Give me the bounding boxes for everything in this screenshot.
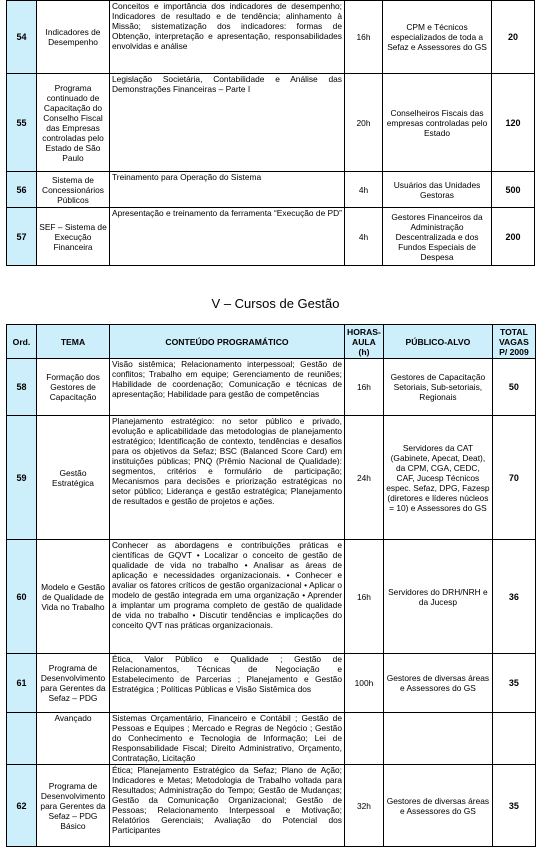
row-conteudo: Conhecer as abordagens e contribuições práticas e científicas de GQVT • Localizar o conceito de gestão de qualidade de vida no trabalho • Analisar as áreas de aplicação e necessidades organizacionais. • Conhecer e avaliar os fatores críticos de gestão organizacional • Aplicar o modelo de gestão integrada em uma organização • Aprender a implantar um programa completo de gestão de qualidade de vida no trabalho • Discutir tendências e implicações do conceito QVT nas práticas organizacionais. — [110, 540, 345, 654]
row-publico: Usuários das Unidades Gestoras — [383, 172, 492, 208]
row-vagas: 35 — [492, 654, 535, 713]
row-publico: Gestores de Capacitação Setoriais, Sub-setoriais, Regionais — [383, 359, 492, 416]
row-tema: Gestão Estratégica — [37, 416, 110, 540]
row-vagas — [492, 713, 535, 765]
row-horas — [345, 713, 384, 765]
row-publico: Gestores Financeiros da Administração Descentralizada e dos Fundos Especiais de Despesa — [383, 208, 492, 266]
row-tema: Avançado — [37, 713, 110, 765]
row-conteudo: Visão sistêmica; Relacionamento interpessoal; Gestão de conflitos; Trabalho em equipe; Gerenciamento de reuniões; Habilidade de coordenação; Comunicação e técnicas de apresentação; Habilidade para gestão de competências — [110, 359, 345, 416]
table-row — [7, 765, 536, 847]
table-row — [7, 540, 536, 654]
row-publico — [383, 713, 492, 765]
row-tema: SEF – Sistema de Execução Financeira — [37, 208, 110, 266]
row-conteudo: Apresentação e treinamento da ferramenta “Execução de PD” — [110, 208, 345, 266]
row-publico: Gestores de diversas áreas e Assessores do GS — [383, 654, 492, 713]
row-horas: 16h — [345, 359, 384, 416]
table-row — [7, 208, 535, 266]
row-tema: Modelo e Gestão de Qualidade de Vida no Trabalho — [37, 540, 110, 654]
row-vagas: 20 — [492, 1, 535, 74]
row-vagas: 50 — [492, 359, 535, 416]
table-management-courses — [6, 324, 536, 847]
table-header-row — [7, 325, 536, 359]
row-conteudo: Legislação Societária, Contabilidade e Análise das Demonstrações Financeiras – Parte I — [110, 74, 345, 172]
row-horas: 4h — [345, 208, 383, 266]
row-conteudo: Conceitos e importância dos indicadores de desempenho; Indicadores de resultado e de tendência; alinhamento à Missão; sistematização dos indicadores: formas de Obtenção, interpretação e apresentação, responsabilidades envolvidas e análise — [110, 1, 345, 74]
row-horas: 4h — [345, 172, 383, 208]
row-publico: Gestores de diversas áreas e Assessores do GS — [383, 765, 492, 847]
row-vagas: 120 — [492, 74, 535, 172]
row-horas: 16h — [345, 540, 384, 654]
row-ord: 55 — [7, 74, 37, 172]
row-ord: 54 — [7, 1, 37, 74]
header-vagas: TOTAL VAGAS P/ 2009 — [492, 325, 535, 359]
row-horas: 32h — [345, 765, 384, 847]
row-ord: 58 — [7, 359, 37, 416]
row-ord: 61 — [7, 654, 37, 713]
row-conteudo: Treinamento para Operação do Sistema — [110, 172, 345, 208]
row-horas: 16h — [345, 1, 383, 74]
row-ord — [7, 713, 37, 765]
row-publico: CPM e Técnicos especializados de toda a Sefaz e Assessores do GS — [383, 1, 492, 74]
row-tema: Formação dos Gestores de Capacitação — [37, 359, 110, 416]
row-ord: 57 — [7, 208, 37, 266]
table-training-upper — [6, 0, 535, 266]
header-ord: Ord. — [7, 325, 37, 359]
row-tema: Programa de Desenvolvimento para Gerentes da Sefaz – PDG — [37, 654, 110, 713]
table-row — [7, 74, 535, 172]
row-vagas: 500 — [492, 172, 535, 208]
row-horas: 24h — [345, 416, 384, 540]
row-vagas: 200 — [492, 208, 535, 266]
row-publico: Conselheiros Fiscais das empresas controladas pelo Estado — [383, 74, 492, 172]
table-row — [7, 359, 536, 416]
row-tema: Programa continuado de Capacitação do Conselho Fiscal das Empresas controladas pelo Estado de São Paulo — [37, 74, 110, 172]
table-row — [7, 713, 536, 765]
row-tema: Programa de Desenvolvimento para Gerentes da Sefaz – PDG Básico — [37, 765, 110, 847]
table-row — [7, 654, 536, 713]
header-horas: HORAS-AULA (h) — [345, 325, 384, 359]
row-conteudo: Planejamento estratégico: no setor público e privado, evolução e aplicabilidade das metodologias de planejamento estratégico; Identificação de contexto, tendências e desafios para os objetivos da Sefaz; BSC (Balanced Score Card) em instituições públicas; PNQ (Prêmio Nacional de Qualidade): segmentos, critérios e formulário de participação; Mecanismos para decisões e priorização estratégicas no setor público; Liderança e gestão estratégica; Planejamento de resultados e gestão de projetos e ações. — [110, 416, 345, 540]
row-conteudo: Sistemas Orçamentário, Financeiro e Contábil ; Gestão de Pessoas e Equipes ; Mercado e Regras de Negócio ; Gestão do Conhecimento e Tecnologia de Informação; Lei de Responsabilidade Fiscal; Direito Administrativo, Orçamento, Contratação, Licitação — [110, 713, 345, 765]
row-ord: 60 — [7, 540, 37, 654]
section-title: V – Cursos de Gestão — [211, 296, 340, 311]
table-row — [7, 416, 536, 540]
row-horas: 20h — [345, 74, 383, 172]
row-conteudo: Ética, Valor Público e Qualidade ; Gestão de Relacionamentos, Técnicas de Negociação e Estabelecimento de Parcerias ; Planejamento e Gestão Estratégica ; Políticas Públicas e Visão Sistêmica dos — [110, 654, 345, 713]
row-conteudo: Ética; Planejamento Estratégico da Sefaz; Plano de Ação; Indicadores e Metas; Metodologia de Trabalho voltada para Resultados; Administração do Tempo; Gestão de Mudanças; Gestão da Comunicação Organizacional; Gestão de Pessoas; Relacionamento Interpessoal e Motivação; Relatórios Gerenciais; Avaliação do Potencial dos Participantes — [110, 765, 345, 847]
row-vagas: 70 — [492, 416, 535, 540]
row-ord: 62 — [7, 765, 37, 847]
row-tema: Indicadores de Desempenho — [37, 1, 110, 74]
header-conteudo: CONTEÚDO PROGRAMÁTICO — [110, 325, 345, 359]
row-ord: 59 — [7, 416, 37, 540]
table-row — [7, 172, 535, 208]
row-ord: 56 — [7, 172, 37, 208]
row-horas: 100h — [345, 654, 384, 713]
row-publico: Servidores do DRH/NRH e da Jucesp — [383, 540, 492, 654]
header-publico: PÚBLICO-ALVO — [383, 325, 492, 359]
row-vagas: 35 — [492, 765, 535, 847]
row-vagas: 36 — [492, 540, 535, 654]
row-publico: Servidores da CAT (Gabinete, Apecat, Deat), da CPM, CGA, CEDC, CAF, Jucesp Técnicos espec. Sefaz, DPG, Fazesp (diretores e líderes núcleos = 10) e Assessores do GS — [383, 416, 492, 540]
header-tema: TEMA — [37, 325, 110, 359]
table-row — [7, 1, 535, 74]
row-tema: Sistema de Concessionários Públicos — [37, 172, 110, 208]
